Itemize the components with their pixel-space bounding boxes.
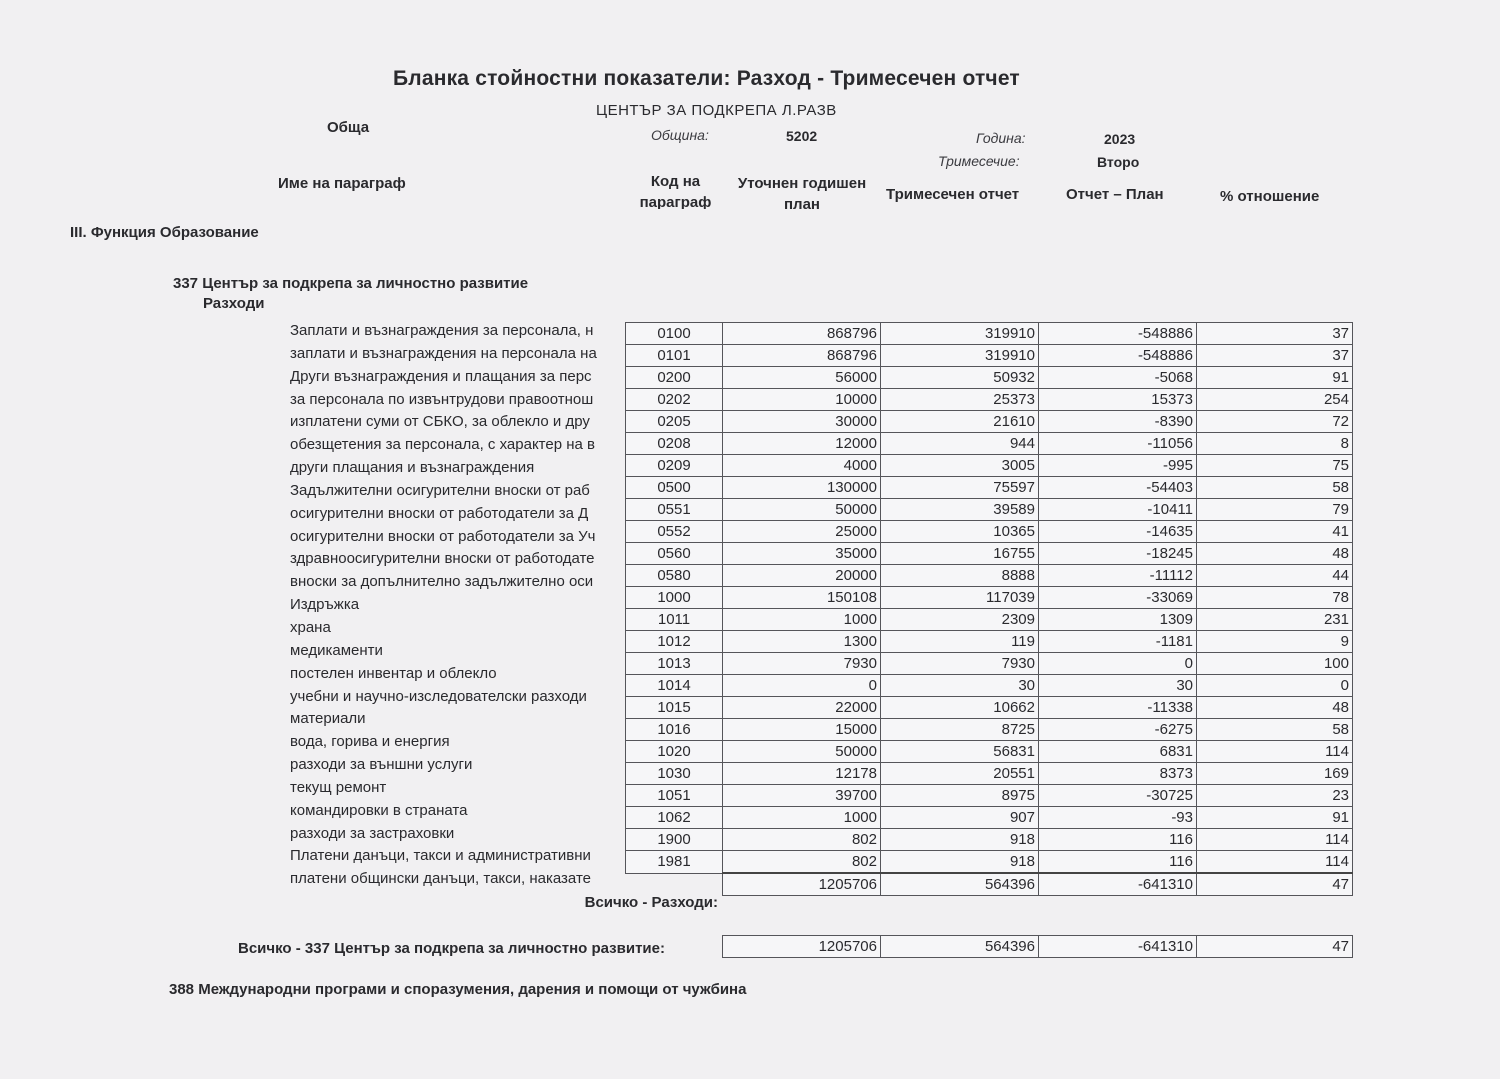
paragraph-name: здравноосигурителни вноски от работодате bbox=[290, 550, 595, 568]
cell-plan: 868796 bbox=[723, 345, 881, 367]
cell-plan: 39700 bbox=[723, 785, 881, 807]
cell-diff: -8390 bbox=[1039, 411, 1197, 433]
cell-report: 25373 bbox=[881, 389, 1039, 411]
subtotal-report: 564396 bbox=[881, 873, 1039, 896]
cell-code: 1051 bbox=[626, 785, 723, 807]
table-row bbox=[626, 609, 1353, 631]
paragraph-name: други плащания и възнаграждения bbox=[290, 459, 535, 477]
total-table bbox=[722, 935, 1353, 958]
cell-report: 21610 bbox=[881, 411, 1039, 433]
page-title: Бланка стойностни показатели: Разход - Тримесечен отчет bbox=[393, 67, 1020, 90]
cell-code: 1981 bbox=[626, 851, 723, 874]
trimesechie-value: Второ bbox=[1097, 154, 1140, 170]
cell-report: 56831 bbox=[881, 741, 1039, 763]
cell-plan: 35000 bbox=[723, 543, 881, 565]
cell-pct: 8 bbox=[1197, 433, 1353, 455]
cell-pct: 91 bbox=[1197, 367, 1353, 389]
table-row bbox=[626, 675, 1353, 697]
paragraph-name: Задължителни осигурителни вноски от раб bbox=[290, 481, 590, 499]
cell-diff: 15373 bbox=[1039, 389, 1197, 411]
cell-plan: 7930 bbox=[723, 653, 881, 675]
cell-pct: 114 bbox=[1197, 829, 1353, 851]
cell-diff: 116 bbox=[1039, 829, 1197, 851]
table-row bbox=[626, 587, 1353, 609]
cell-code: 1013 bbox=[626, 653, 723, 675]
cell-report: 2309 bbox=[881, 609, 1039, 631]
subtotal-blank bbox=[626, 873, 723, 896]
cell-plan: 130000 bbox=[723, 477, 881, 499]
cell-code: 0202 bbox=[626, 389, 723, 411]
cell-plan: 12178 bbox=[723, 763, 881, 785]
cell-code: 0200 bbox=[626, 367, 723, 389]
cell-diff: -93 bbox=[1039, 807, 1197, 829]
cell-plan: 22000 bbox=[723, 697, 881, 719]
paragraph-name: учебни и научно-изследователски разходи bbox=[290, 687, 587, 705]
cell-diff: -10411 bbox=[1039, 499, 1197, 521]
cell-code: 1030 bbox=[626, 763, 723, 785]
total-pct: 47 bbox=[1197, 936, 1353, 958]
cell-pct: 48 bbox=[1197, 543, 1353, 565]
cell-plan: 802 bbox=[723, 829, 881, 851]
paragraph-name: материали bbox=[290, 710, 366, 728]
paragraph-name: Други възнаграждения и плащания за перс bbox=[290, 367, 592, 385]
cell-report: 8725 bbox=[881, 719, 1039, 741]
next-section-title: 388 Международни програми и споразумения, дарения и помощи от чужбина bbox=[169, 981, 747, 998]
cell-pct: 114 bbox=[1197, 741, 1353, 763]
cell-report: 7930 bbox=[881, 653, 1039, 675]
table-row bbox=[626, 499, 1353, 521]
total-diff: -641310 bbox=[1039, 936, 1197, 958]
paragraph-name: Заплати и възнаграждения за персонала, н bbox=[290, 322, 594, 339]
cell-report: 10662 bbox=[881, 697, 1039, 719]
cell-code: 0100 bbox=[626, 323, 723, 345]
col-header-diff: Отчет – План bbox=[1066, 186, 1164, 203]
table-row bbox=[626, 433, 1353, 455]
cell-code: 1900 bbox=[626, 829, 723, 851]
paragraph-name: постелен инвентар и облекло bbox=[290, 664, 497, 682]
table-row bbox=[626, 697, 1353, 719]
table-row bbox=[626, 389, 1353, 411]
cell-code: 0500 bbox=[626, 477, 723, 499]
table-row bbox=[626, 741, 1353, 763]
cell-diff: -54403 bbox=[1039, 477, 1197, 499]
cell-plan: 868796 bbox=[723, 323, 881, 345]
cell-pct: 91 bbox=[1197, 807, 1353, 829]
cell-code: 0552 bbox=[626, 521, 723, 543]
table-row bbox=[626, 829, 1353, 851]
cell-pct: 78 bbox=[1197, 587, 1353, 609]
table-row bbox=[626, 653, 1353, 675]
cell-code: 1016 bbox=[626, 719, 723, 741]
cell-diff: -30725 bbox=[1039, 785, 1197, 807]
cell-plan: 4000 bbox=[723, 455, 881, 477]
cell-diff: -995 bbox=[1039, 455, 1197, 477]
total-report: 564396 bbox=[881, 936, 1039, 958]
section-title: 337 Център за подкрепа за личностно развитие bbox=[173, 275, 529, 292]
table-row bbox=[626, 763, 1353, 785]
cell-pct: 100 bbox=[1197, 653, 1353, 675]
cell-plan: 10000 bbox=[723, 389, 881, 411]
paragraph-name: платени общински данъци, такси, наказате bbox=[290, 870, 591, 888]
subsection-title: Разходи bbox=[203, 295, 265, 312]
cell-code: 0101 bbox=[626, 345, 723, 367]
cell-code: 1015 bbox=[626, 697, 723, 719]
subtotal-diff: -641310 bbox=[1039, 873, 1197, 896]
cell-plan: 0 bbox=[723, 675, 881, 697]
paragraph-name: изплатени суми от СБКО, за облекло и дру bbox=[290, 413, 590, 431]
cell-plan: 1000 bbox=[723, 609, 881, 631]
cell-report: 8975 bbox=[881, 785, 1039, 807]
table-row bbox=[626, 367, 1353, 389]
paragraph-name: разходи за външни услуги bbox=[290, 756, 473, 774]
col-header-pct: % отношение bbox=[1220, 188, 1320, 205]
table-row bbox=[626, 719, 1353, 741]
obshta-label: Обща bbox=[327, 119, 370, 136]
cell-diff: -14635 bbox=[1039, 521, 1197, 543]
cell-code: 0551 bbox=[626, 499, 723, 521]
cell-diff: -11112 bbox=[1039, 565, 1197, 587]
paragraph-name: медикаменти bbox=[290, 641, 383, 659]
cell-pct: 58 bbox=[1197, 477, 1353, 499]
cell-diff: 8373 bbox=[1039, 763, 1197, 785]
obshtina-label: Община: bbox=[651, 127, 709, 143]
paragraph-name: обезщетения за персонала, с характер на в bbox=[290, 436, 596, 454]
cell-report: 3005 bbox=[881, 455, 1039, 477]
cell-report: 10365 bbox=[881, 521, 1039, 543]
cell-pct: 114 bbox=[1197, 851, 1353, 874]
cell-diff: 116 bbox=[1039, 851, 1197, 874]
cell-report: 119 bbox=[881, 631, 1039, 653]
cell-pct: 79 bbox=[1197, 499, 1353, 521]
cell-diff: -548886 bbox=[1039, 323, 1197, 345]
paragraph-name: осигурителни вноски от работодатели за Д bbox=[290, 504, 589, 522]
table-row bbox=[626, 411, 1353, 433]
table-row bbox=[626, 345, 1353, 367]
cell-pct: 48 bbox=[1197, 697, 1353, 719]
total-plan: 1205706 bbox=[723, 936, 881, 958]
table-row bbox=[626, 785, 1353, 807]
cell-pct: 37 bbox=[1197, 345, 1353, 367]
cell-report: 319910 bbox=[881, 345, 1039, 367]
col-header-name: Име на параграф bbox=[278, 175, 406, 192]
cell-pct: 231 bbox=[1197, 609, 1353, 631]
cell-diff: 6831 bbox=[1039, 741, 1197, 763]
cell-plan: 150108 bbox=[723, 587, 881, 609]
cell-plan: 56000 bbox=[723, 367, 881, 389]
cell-report: 8888 bbox=[881, 565, 1039, 587]
paragraph-name: разходи за застраховки bbox=[290, 824, 455, 842]
cell-plan: 50000 bbox=[723, 741, 881, 763]
function-title: III. Функция Образование bbox=[70, 224, 259, 241]
cell-report: 20551 bbox=[881, 763, 1039, 785]
cell-report: 50932 bbox=[881, 367, 1039, 389]
cell-pct: 41 bbox=[1197, 521, 1353, 543]
cell-code: 0560 bbox=[626, 543, 723, 565]
cell-plan: 50000 bbox=[723, 499, 881, 521]
cell-diff: 0 bbox=[1039, 653, 1197, 675]
total-row bbox=[723, 936, 1353, 958]
cell-plan: 1300 bbox=[723, 631, 881, 653]
cell-diff: 30 bbox=[1039, 675, 1197, 697]
cell-pct: 23 bbox=[1197, 785, 1353, 807]
obshtina-value: 5202 bbox=[786, 128, 818, 144]
cell-pct: 58 bbox=[1197, 719, 1353, 741]
page-subtitle: ЦЕНТЪР ЗА ПОДКРЕПА Л.РАЗВ bbox=[596, 102, 837, 119]
paragraph-name: Издръжка bbox=[290, 596, 360, 614]
table-row bbox=[626, 477, 1353, 499]
cell-diff: -33069 bbox=[1039, 587, 1197, 609]
cell-report: 944 bbox=[881, 433, 1039, 455]
paragraph-name: вода, горива и енергия bbox=[290, 733, 450, 751]
subtotal-pct: 47 bbox=[1197, 873, 1353, 896]
godina-label: Година: bbox=[976, 130, 1026, 146]
cell-diff: -1181 bbox=[1039, 631, 1197, 653]
cell-pct: 44 bbox=[1197, 565, 1353, 587]
cell-code: 0209 bbox=[626, 455, 723, 477]
table-row bbox=[626, 565, 1353, 587]
paragraph-names bbox=[290, 322, 625, 893]
cell-diff: -18245 bbox=[1039, 543, 1197, 565]
paragraph-name: текущ ремонт bbox=[290, 778, 387, 796]
cell-diff: -5068 bbox=[1039, 367, 1197, 389]
cell-code: 1062 bbox=[626, 807, 723, 829]
table-row bbox=[626, 543, 1353, 565]
cell-report: 39589 bbox=[881, 499, 1039, 521]
cell-pct: 254 bbox=[1197, 389, 1353, 411]
col-header-code: Код на параграф bbox=[639, 173, 712, 209]
col-header-plan: Уточнен годишен план bbox=[737, 175, 867, 211]
cell-code: 1014 bbox=[626, 675, 723, 697]
table-row bbox=[626, 807, 1353, 829]
paragraph-name: Платени данъци, такси и административни bbox=[290, 847, 591, 865]
cell-diff: 1309 bbox=[1039, 609, 1197, 631]
expense-table bbox=[625, 322, 1353, 896]
cell-report: 918 bbox=[881, 829, 1039, 851]
cell-plan: 30000 bbox=[723, 411, 881, 433]
cell-plan: 15000 bbox=[723, 719, 881, 741]
subtotal-plan: 1205706 bbox=[723, 873, 881, 896]
cell-code: 1000 bbox=[626, 587, 723, 609]
total-label: Всичко - 337 Център за подкрепа за личностно развитие: bbox=[238, 940, 665, 957]
cell-pct: 37 bbox=[1197, 323, 1353, 345]
paragraph-name: командировки в страната bbox=[290, 801, 468, 819]
table-row bbox=[626, 851, 1353, 874]
cell-code: 0580 bbox=[626, 565, 723, 587]
cell-plan: 12000 bbox=[723, 433, 881, 455]
cell-diff: -6275 bbox=[1039, 719, 1197, 741]
paragraph-name: храна bbox=[290, 618, 331, 636]
paragraph-name: заплати и възнаграждения на персонала на bbox=[290, 344, 597, 362]
trimesechie-label: Тримесечие: bbox=[938, 153, 1020, 169]
godina-value: 2023 bbox=[1104, 131, 1136, 147]
cell-code: 1012 bbox=[626, 631, 723, 653]
cell-report: 117039 bbox=[881, 587, 1039, 609]
cell-code: 0205 bbox=[626, 411, 723, 433]
cell-report: 75597 bbox=[881, 477, 1039, 499]
cell-plan: 25000 bbox=[723, 521, 881, 543]
cell-pct: 72 bbox=[1197, 411, 1353, 433]
cell-pct: 75 bbox=[1197, 455, 1353, 477]
cell-plan: 20000 bbox=[723, 565, 881, 587]
table-row bbox=[626, 455, 1353, 477]
cell-code: 1020 bbox=[626, 741, 723, 763]
cell-code: 0208 bbox=[626, 433, 723, 455]
paragraph-name: за персонала по извънтрудови правоотнош bbox=[290, 390, 594, 408]
cell-diff: -11338 bbox=[1039, 697, 1197, 719]
cell-pct: 169 bbox=[1197, 763, 1353, 785]
subtotal-row bbox=[626, 873, 1353, 896]
cell-report: 30 bbox=[881, 675, 1039, 697]
paragraph-name: вноски за допълнително задължително оси bbox=[290, 573, 594, 591]
cell-report: 918 bbox=[881, 851, 1039, 874]
cell-report: 907 bbox=[881, 807, 1039, 829]
paragraph-name: осигурителни вноски от работодатели за Уч bbox=[290, 527, 596, 545]
table-row bbox=[626, 521, 1353, 543]
col-header-report: Тримесечен отчет bbox=[886, 186, 1020, 203]
cell-code: 1011 bbox=[626, 609, 723, 631]
cell-plan: 802 bbox=[723, 851, 881, 874]
cell-pct: 9 bbox=[1197, 631, 1353, 653]
table-row bbox=[626, 323, 1353, 345]
cell-pct: 0 bbox=[1197, 675, 1353, 697]
cell-diff: -548886 bbox=[1039, 345, 1197, 367]
cell-report: 319910 bbox=[881, 323, 1039, 345]
subtotal-label: Всичко - Разходи: bbox=[584, 894, 718, 911]
cell-report: 16755 bbox=[881, 543, 1039, 565]
cell-plan: 1000 bbox=[723, 807, 881, 829]
table-row bbox=[626, 631, 1353, 653]
cell-diff: -11056 bbox=[1039, 433, 1197, 455]
